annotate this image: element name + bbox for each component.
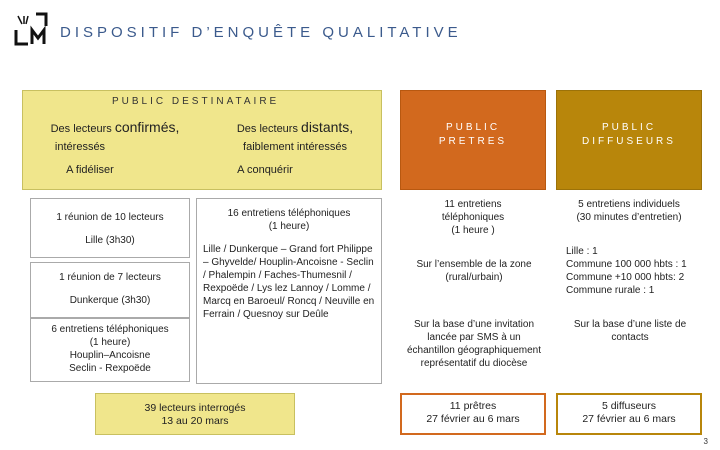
page-title: DISPOSITIF D’ENQUÊTE QUALITATIVE [60, 24, 462, 41]
entretiens-distants-box: 16 entretiens téléphoniques (1 heure) Lille / Dunkerque – Grand fort Philippe – Ghyvelde/ Houplin-Ancoisne - Seclin / Phalempin / Faches-Thumesnil / Rexpoëde / Lys lez Lannoy / Lomme / Marcq en Baroeul/ Roncq / Neuville en Ferrain / Quesnoy sur Deûle [196, 198, 382, 384]
col2-goal: A conquérir [237, 164, 293, 176]
diffuseurs-header: PUBLIC DIFFUSEURS [556, 90, 702, 190]
reunion-lille-box: 1 réunion de 10 lecteurs Lille (3h30) [30, 198, 190, 258]
col2-audience: Des lecteurs distants, [236, 119, 354, 135]
page-number: 3 [703, 437, 708, 446]
lm-logo [14, 12, 48, 46]
destinataire-title: PUBLIC DESTINATAIRE [112, 96, 280, 107]
diffuseurs-breakdown: Lille : 1 Commune 100 000 hbts : 1 Commune +10 000 hbts: 2 Commune rurale : 1 [566, 246, 687, 296]
pretres-method: Sur la base d’une invitation lancée par SMS à un échantillon géographiquement représentatif du diocèse [407, 319, 541, 369]
diffuseurs-entretiens: 5 entretiens individuels (30 minutes d’entretien) [576, 199, 682, 223]
col1-goal: A fidéliser [66, 164, 114, 176]
col1-audience: Des lecteurs confirmés, [50, 119, 180, 135]
total-pretres: 11 prêtres 27 février au 6 mars [400, 393, 546, 435]
pretres-header: PUBLIC PRETRES [400, 90, 546, 190]
reunion-dunkerque-box: 1 réunion de 7 lecteurs Dunkerque (3h30) [30, 262, 190, 318]
col1-audience-sub: intéressés [54, 141, 106, 153]
total-lecteurs: 39 lecteurs interrogés 13 au 20 mars [95, 393, 295, 435]
pretres-entretiens: 11 entretiens téléphoniques (1 heure ) [441, 199, 505, 236]
total-diffuseurs: 5 diffuseurs 27 février au 6 mars [556, 393, 702, 435]
diffuseurs-method: Sur la base d’une liste de contacts [573, 319, 687, 343]
col2-audience-sub: faiblement intéressés [243, 141, 347, 153]
entretiens-box: 6 entretiens téléphoniques (1 heure) Houplin–Ancoisne Seclin - Rexpoëde [30, 318, 190, 382]
pretres-scope: Sur l’ensemble de la zone (rural/urbain) [416, 259, 532, 283]
